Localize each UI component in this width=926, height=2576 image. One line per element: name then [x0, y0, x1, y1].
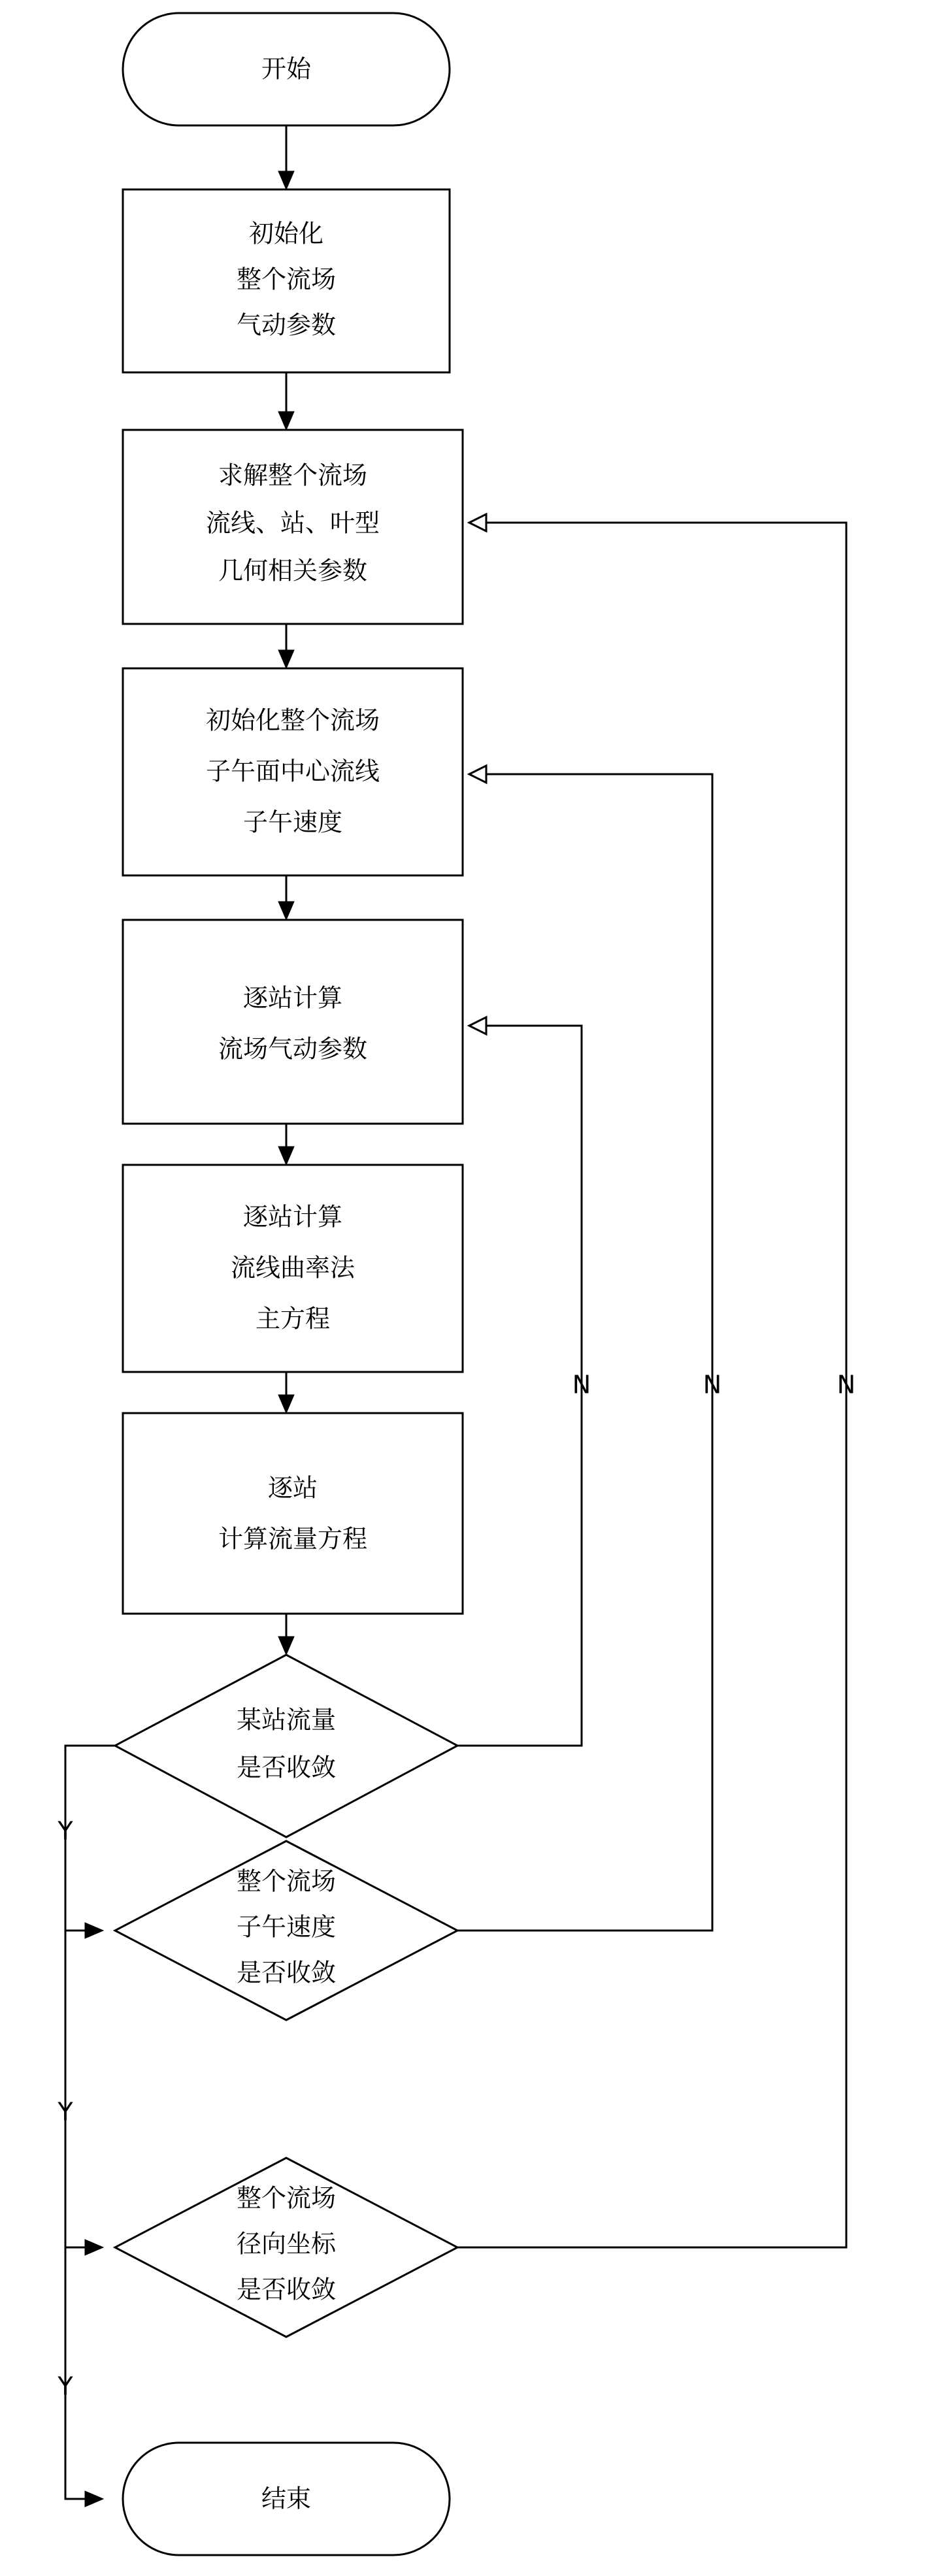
branch-label-no-flowrate: N [572, 1370, 591, 1399]
connector-station-flowrate-to-decision-flowrate [278, 1614, 294, 1655]
node-station-flowrate-line-0: 逐站 [267, 1473, 318, 1503]
node-init-field-line-0: 初始化 [248, 219, 324, 248]
node-init-field-line-2: 气动参数 [236, 310, 337, 340]
connector-yes-meridional [57, 1931, 103, 2255]
connector-station-curvature-to-station-flowrate [278, 1372, 294, 1413]
node-station-curvature-line-1: 流线曲率法 [230, 1253, 356, 1282]
node-solve-geometry [123, 430, 463, 624]
connector-yes-flowrate [57, 1746, 115, 1938]
node-decision-flowrate-line-0: 某站流量 [236, 1705, 337, 1735]
node-station-aero-line-0: 逐站计算 [242, 983, 343, 1013]
connector-init-field-to-solve-geometry [278, 372, 294, 430]
branch-label-yes-radial: Y [58, 2372, 73, 2401]
connector-solve-geometry-to-init-meridional [278, 624, 294, 668]
node-station-curvature-line-2: 主方程 [255, 1304, 331, 1333]
node-decision-meridional-line-2: 是否收敛 [236, 1958, 337, 1987]
node-station-curvature [123, 1165, 463, 1372]
branch-label-no-radial: N [836, 1370, 856, 1399]
node-decision-radial-line-0: 整个流场 [236, 2183, 337, 2213]
node-end [123, 2443, 450, 2555]
branch-label-yes-meridional: Y [58, 2097, 73, 2127]
connector-start-to-init-field [278, 125, 294, 189]
node-init-meridional-line-0: 初始化整个流场 [205, 706, 380, 735]
node-decision-radial-line-1: 径向坐标 [236, 2229, 337, 2258]
node-decision-radial-coord [115, 2158, 457, 2337]
connector-yes-radial [57, 2247, 103, 2507]
node-end-line-0: 结束 [261, 2484, 312, 2513]
node-init-meridional-line-1: 子午面中心流线 [205, 757, 380, 786]
node-init-field-line-1: 整个流场 [236, 265, 337, 294]
node-station-aero [123, 920, 463, 1124]
node-init-field [123, 189, 450, 372]
node-start [123, 13, 450, 125]
node-station-flowrate [123, 1413, 463, 1614]
node-station-curvature-line-0: 逐站计算 [242, 1202, 343, 1231]
node-start-line-0: 开始 [261, 54, 312, 84]
node-init-meridional [123, 668, 463, 875]
node-decision-flowrate [115, 1655, 457, 1837]
node-decision-meridional-line-1: 子午速度 [236, 1912, 337, 1942]
connector-init-meridional-to-station-aero [278, 875, 294, 920]
node-solve-geometry-line-0: 求解整个流场 [218, 461, 368, 490]
node-init-meridional-line-2: 子午速度 [242, 807, 343, 837]
connector-no-flowrate-loop [457, 1017, 591, 1746]
branch-label-no-meridional: N [703, 1370, 722, 1399]
node-solve-geometry-line-2: 几何相关参数 [218, 556, 368, 585]
connector-station-aero-to-station-curvature [278, 1124, 294, 1165]
node-decision-meridional-line-0: 整个流场 [236, 1867, 337, 1896]
node-decision-meridional-velocity [115, 1841, 457, 2020]
connector-no-meridional-loop [457, 766, 721, 1931]
node-solve-geometry-line-1: 流线、站、叶型 [205, 508, 380, 538]
node-decision-flowrate-line-1: 是否收敛 [236, 1753, 337, 1782]
node-decision-radial-line-2: 是否收敛 [236, 2275, 337, 2304]
node-station-aero-line-1: 流场气动参数 [218, 1034, 368, 1064]
node-station-flowrate-line-1: 计算流量方程 [218, 1524, 368, 1554]
branch-label-yes-flowrate: Y [58, 1816, 73, 1846]
